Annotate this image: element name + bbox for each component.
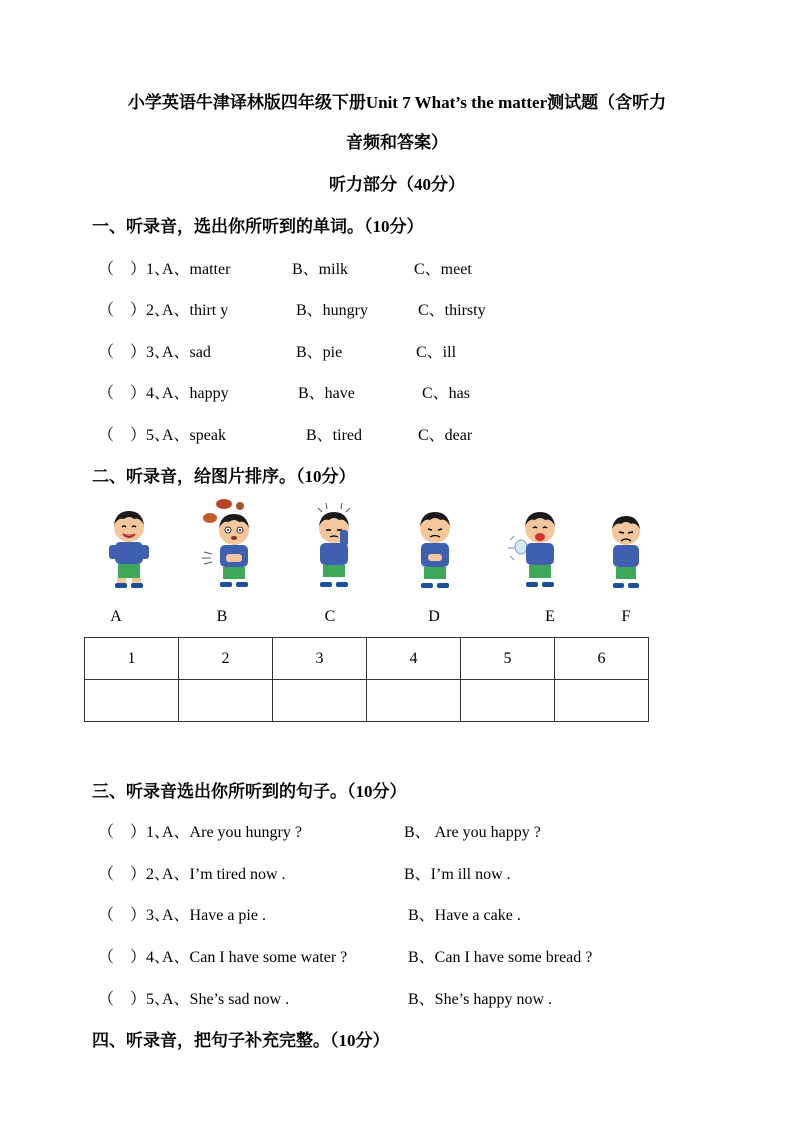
picture-label-b: B bbox=[216, 608, 228, 625]
option-b: B、hungry bbox=[296, 302, 369, 319]
option-c: C、dear bbox=[418, 427, 473, 444]
option-b: B、 Are you happy ? bbox=[404, 824, 541, 841]
question-number[interactable]: （ ）3、 bbox=[98, 344, 171, 361]
option-a: A、thirt y bbox=[162, 302, 229, 319]
page-title-continued: 音频和答案） bbox=[346, 133, 448, 152]
option-b: B、have bbox=[298, 385, 355, 402]
answer-cell[interactable] bbox=[367, 680, 461, 722]
option-b: B、She’s happy now . bbox=[408, 991, 553, 1008]
option-c: C、meet bbox=[414, 261, 472, 278]
boy-sad-picture bbox=[603, 512, 649, 590]
option-a: A、She’s sad now . bbox=[162, 991, 290, 1008]
picture-label-a: A bbox=[110, 608, 122, 625]
question-number[interactable]: （ ）5、 bbox=[98, 427, 171, 444]
order-number-cell: 3 bbox=[273, 638, 367, 680]
answer-cell[interactable] bbox=[273, 680, 367, 722]
option-b: B、milk bbox=[292, 261, 349, 278]
question-number[interactable]: （ ）1、 bbox=[98, 824, 171, 841]
option-a: A、Are you hungry ? bbox=[162, 824, 302, 841]
boy-happy-picture bbox=[104, 505, 154, 589]
section-1-heading: 一、听录音，选出你所听到的单词。（10分） bbox=[92, 217, 424, 236]
option-a: A、happy bbox=[162, 385, 229, 402]
question-number[interactable]: （ ）1、 bbox=[98, 261, 171, 278]
answer-cell[interactable] bbox=[179, 680, 273, 722]
question-number[interactable]: （ ）4、 bbox=[98, 949, 171, 966]
picture-label-f: F bbox=[621, 608, 631, 625]
option-c: C、ill bbox=[416, 344, 457, 361]
table-row bbox=[85, 638, 649, 680]
page-title: 小学英语牛津译林版四年级下册Unit 7 What’s the matter测试题（含听力 bbox=[127, 93, 667, 112]
picture-label-c: C bbox=[324, 608, 336, 625]
answer-cell[interactable] bbox=[85, 680, 179, 722]
order-number-cell: 1 bbox=[85, 638, 179, 680]
picture-label-e: E bbox=[545, 608, 555, 625]
option-a: A、I’m tired now . bbox=[162, 866, 286, 883]
question-number[interactable]: （ ）5、 bbox=[98, 991, 171, 1008]
listening-part-heading: 听力部分（40分） bbox=[329, 175, 465, 194]
option-b: B、Have a cake . bbox=[408, 907, 521, 924]
boy-ill-picture bbox=[410, 508, 460, 590]
section-4-heading: 四、听录音，把句子补充完整。（10分） bbox=[92, 1031, 390, 1050]
option-a: A、Can I have some water ? bbox=[162, 949, 348, 966]
option-c: C、thirsty bbox=[418, 302, 486, 319]
picture-label-d: D bbox=[428, 608, 440, 625]
boy-tired-picture bbox=[306, 500, 364, 590]
ordering-answer-table bbox=[84, 637, 649, 722]
section-2-heading: 二、听录音，给图片排序。（10分） bbox=[92, 467, 356, 486]
order-number-cell: 4 bbox=[367, 638, 461, 680]
question-number[interactable]: （ ）4、 bbox=[98, 385, 171, 402]
option-b: B、tired bbox=[306, 427, 362, 444]
option-b: B、I’m ill now . bbox=[404, 866, 511, 883]
question-number[interactable]: （ ）3、 bbox=[98, 907, 171, 924]
option-a: A、Have a pie . bbox=[162, 907, 266, 924]
question-number[interactable]: （ ）2、 bbox=[98, 302, 171, 319]
answer-cell[interactable] bbox=[461, 680, 555, 722]
option-c: C、has bbox=[422, 385, 471, 402]
boy-thirsty-picture bbox=[506, 506, 566, 590]
answer-cell[interactable] bbox=[555, 680, 649, 722]
order-number-cell: 6 bbox=[555, 638, 649, 680]
option-a: A、speak bbox=[162, 427, 226, 444]
option-b: B、pie bbox=[296, 344, 343, 361]
section-3-heading: 三、听录音选出你所听到的句子。（10分） bbox=[92, 782, 407, 801]
table-row bbox=[85, 680, 649, 722]
question-number[interactable]: （ ）2、 bbox=[98, 866, 171, 883]
order-number-cell: 5 bbox=[461, 638, 555, 680]
order-number-cell: 2 bbox=[179, 638, 273, 680]
option-a: A、matter bbox=[162, 261, 231, 278]
option-b: B、Can I have some bread ? bbox=[408, 949, 593, 966]
boy-hungry-picture bbox=[196, 496, 262, 590]
option-a: A、sad bbox=[162, 344, 211, 361]
